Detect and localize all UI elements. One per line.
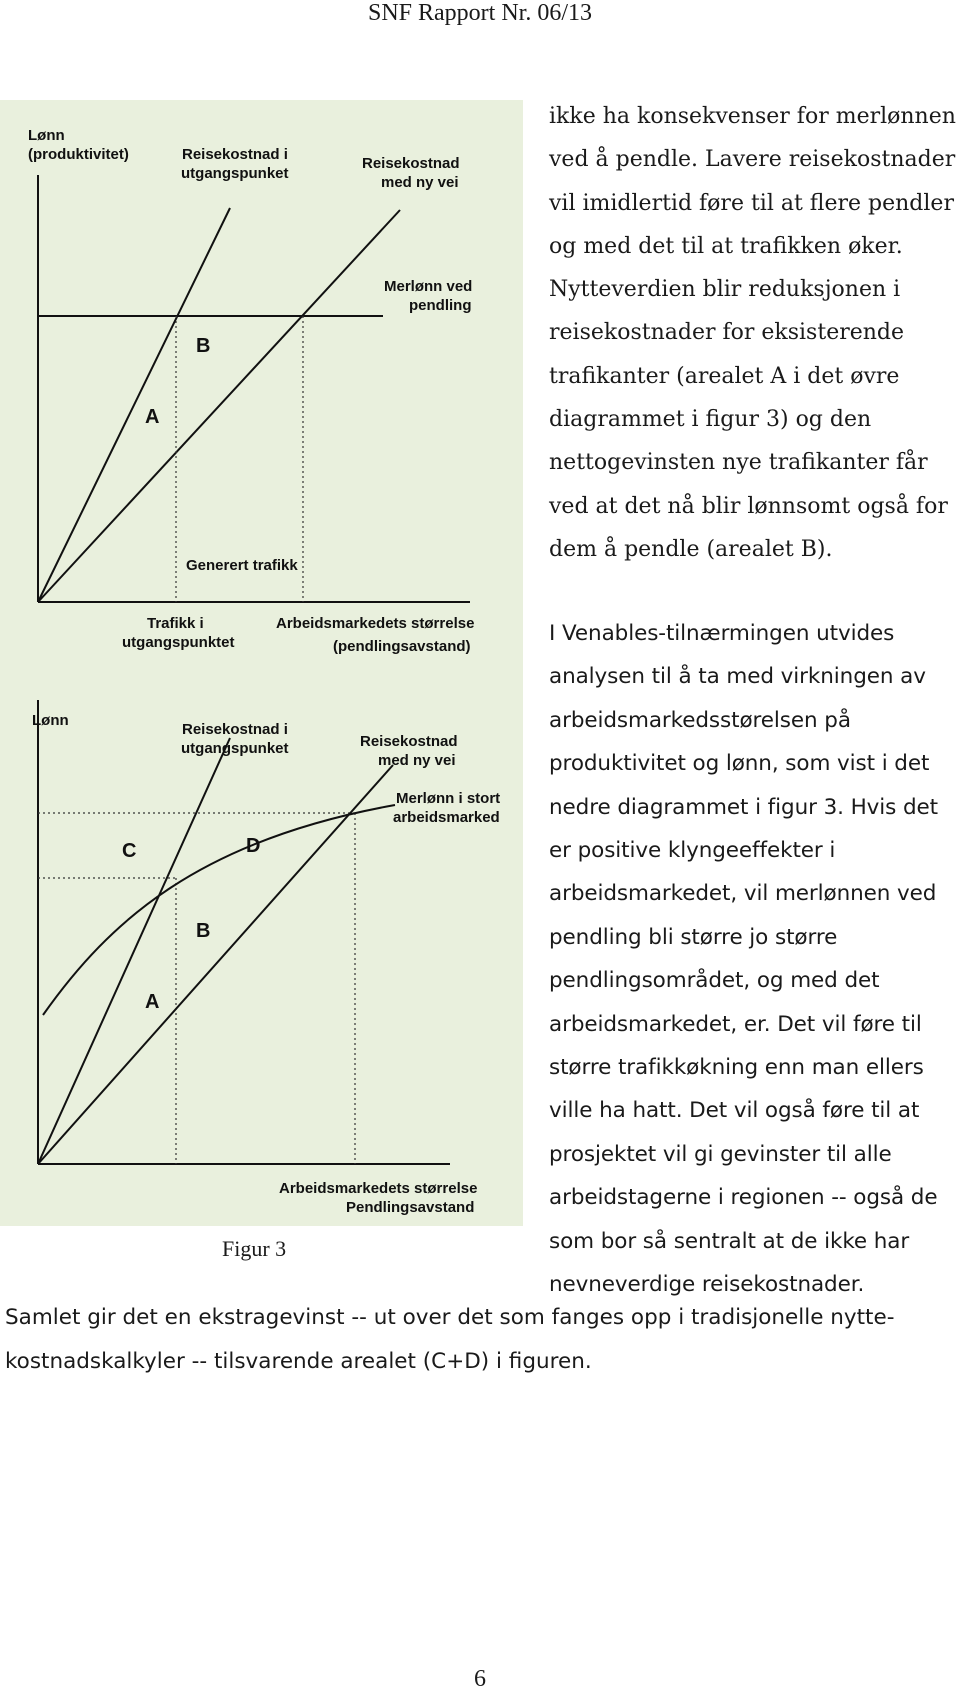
bottom-ylabel: Lønn [32,712,69,729]
paragraph-line: kostnadskalkyler -- tilsvarende arealet (C+D) i figuren. [5,1348,592,1374]
paragraph-line: pendling bli større jo større [549,924,838,950]
bottom-area-d: D [246,835,261,857]
paragraph-line: Samlet gir det en ekstragevinst -- ut over det som fanges opp i tradisjonelle nytte- [5,1305,895,1330]
paragraph-line: dem å pendle (arealet B). [549,536,833,562]
bottom-wage-2: arbeidsmarked [393,809,500,826]
bottom-xlabel-2: Pendlingsavstand [346,1199,475,1216]
bottom-cost-start-2: utgangspunket [181,740,289,757]
paragraph-line: ikke ha konsekvenser for merlønnen [549,104,956,129]
top-generated-label: Generert trafikk [186,557,298,574]
bottom-wage-1: Merlønn i stort [396,790,501,807]
paragraph-line: nevneverdige reisekostnader. [549,1272,865,1298]
page-number: 6 [474,1666,486,1692]
paragraph-line: arbeidsmarkedsstørelsen på [549,707,851,733]
top-xlabel-2: (pendlingsavstand) [333,638,471,655]
top-xlabel-1: Arbeidsmarkedets størrelse [276,615,475,632]
paragraph-line: reisekostnader for eksisterende [549,320,905,346]
bottom-xlabel-1: Arbeidsmarkedets størrelse [279,1180,478,1197]
paragraph-line: som bor så sentralt at de ikke har [549,1228,910,1254]
page-header [0,0,960,27]
paragraph-line: prosjektet vil gi gevinster til alle [549,1141,892,1167]
paragraph-line: er positive klyngeeffekter i [549,838,836,864]
bottom-area-a: A [145,991,160,1013]
paragraph-line: diagrammet i figur 3) og den [549,407,872,433]
figure-3 [0,100,523,1226]
bottom-cost-new-1: Reisekostnad [360,733,458,750]
bottom-cost-new-2: med ny vei [378,752,456,769]
top-cost-new-1: Reisekostnad [362,155,460,172]
paragraph-line: og med det til at trafikken øker. [549,233,903,259]
top-cost-start-2: utgangspunket [181,165,289,182]
figure-background [0,100,523,1226]
paragraph-line: analysen til å ta med virkningen av [549,664,926,690]
top-traffic-1: Trafikk i [147,615,204,632]
bottom-cost-start-1: Reisekostnad i [182,721,288,738]
paragraph-line: ved at det nå blir lønnsomt også for [549,493,948,519]
top-cost-new-2: med ny vei [381,174,459,191]
paragraph-line: Nytteverdien blir reduksjonen i [549,277,901,303]
top-area-b: B [196,335,211,357]
bottom-area-c: C [122,840,137,862]
paragraph-line: arbeidsmarkedet, er. Det vil føre til [549,1011,922,1037]
paragraph-line: vil imidlertid føre til at flere pendler [549,190,954,216]
bottom-area-b: B [196,920,211,942]
paragraph-line: arbeidsmarkedet, vil merlønnen ved [549,881,937,907]
text-column-1 [549,95,959,571]
top-wage-2: pendling [409,297,472,314]
paragraph-line: trafikanter (arealet A i det øvre [549,363,900,389]
paragraph-line: arbeidstagerne i regionen -- også de [549,1185,938,1211]
top-area-a: A [145,406,160,428]
top-wage-1: Merlønn ved [384,278,473,295]
paragraph-line: nedre diagrammet i figur 3. Hvis det [549,794,939,820]
report-title: SNF Rapport Nr. 06/13 [367,0,592,26]
paragraph-line: ville ha hatt. Det vil også føre til at [549,1098,920,1124]
figure-caption: Figur 3 [222,1236,287,1261]
paragraph-line: større trafikkøkning enn man ellers [549,1055,924,1081]
full-width-paragraph [5,1296,955,1383]
paragraph-line: nettogevinsten nye trafikanter får [549,450,928,476]
text-column-2 [549,612,959,1307]
paragraph-line: produktivitet og lønn, som vist i det [549,751,930,777]
top-ylabel-2: (produktivitet) [28,146,129,163]
paragraph-line: ved å pendle. Lavere reisekostnader [549,147,956,173]
top-ylabel-1: Lønn [28,127,65,144]
paragraph-line: I Venables-tilnærmingen utvides [549,621,895,646]
paragraph-line: pendlingsområdet, og med det [549,968,880,994]
top-cost-start-1: Reisekostnad i [182,146,288,163]
top-traffic-2: utgangspunktet [122,634,235,651]
